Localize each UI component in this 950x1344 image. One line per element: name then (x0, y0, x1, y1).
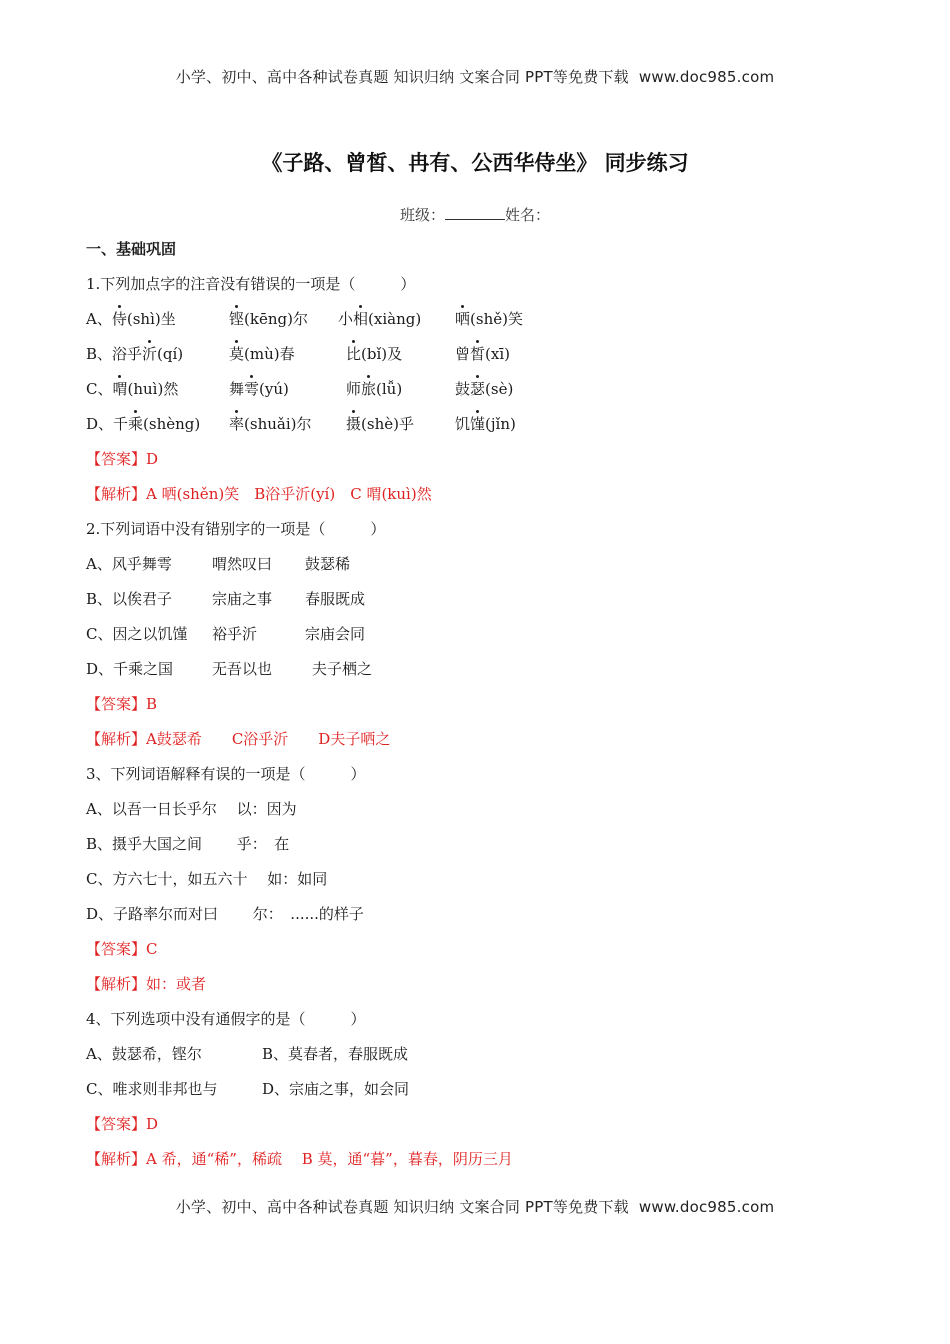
page-title: 《子路、曾皙、冉有、公西华侍坐》 同步练习 (261, 151, 689, 175)
q3-option-a: A、以吾一日长乎尔 以：因为 (86, 800, 297, 818)
q1-stem: 1.下列加点字的注音没有错误的一项是（ ） (86, 275, 416, 293)
class-blank (445, 205, 505, 220)
q1-option-b: B、浴乎沂(qí) 莫(mù)春 比(bǐ)及 曾皙(xī) (86, 345, 510, 363)
q1-option-a: A、侍(shì)坐 铿(kēng)尔 小相(xiàng) 哂(shě)笑 (86, 310, 523, 328)
q2-stem: 2.下列词语中没有错别字的一项是（ ） (86, 520, 386, 538)
q4-option-b: B、莫春者，春服既成 (262, 1045, 409, 1063)
q2-option-d: D、千乘之国 无吾以也 夫子栖之 (86, 660, 373, 678)
q3-stem: 3、下列词语解释有误的一项是（ ） (86, 765, 366, 783)
footer-text: 小学、初中、高中各种试卷真题 知识归纳 文案合同 PPT等免费下载 (175, 1198, 629, 1216)
q2-analysis: 【解析】A鼓瑟希 C浴乎沂 D夫子哂之 (86, 730, 391, 748)
q4-option-ab (86, 1045, 866, 1080)
name-label: 姓名： (505, 206, 551, 224)
header-site-link[interactable]: www.doc985.com (638, 68, 775, 86)
exercise-content (86, 240, 866, 1185)
q4-option-d: D、宗庙之事，如会同 (262, 1080, 410, 1098)
q4-option-c: C、唯求则非邦也与 (86, 1080, 218, 1098)
q4-analysis: 【解析】A 希，通“稀”，稀疏 B 莫，通“暮”，暮春，阴历三月 (86, 1150, 513, 1168)
section-title: 一、基础巩固 (86, 240, 177, 258)
q2-option-a: A、风乎舞雩 喟然叹曰 鼓瑟稀 (86, 555, 351, 573)
header-banner (0, 66, 950, 87)
q3-option-c: C、方六七十，如五六十 如：如同 (86, 870, 328, 888)
footer-banner (0, 1196, 950, 1217)
class-label: 班级： (399, 206, 445, 224)
q3-analysis: 【解析】如：或者 (86, 975, 207, 993)
q3-answer: 【答案】C (86, 940, 158, 958)
q4-option-cd (86, 1080, 866, 1115)
class-name-line (0, 204, 950, 225)
q4-answer: 【答案】D (86, 1115, 159, 1133)
q2-answer: 【答案】B (86, 695, 158, 713)
q1-option-d: D、千乘(shèng) 率(shuǎi)尔 摄(shè)乎 饥馑(jǐn) (86, 415, 516, 433)
q1-analysis: 【解析】A 哂(shěn)笑 B浴乎沂(yí) C 喟(kuì)然 (86, 485, 432, 503)
q3-option-b: B、摄乎大国之间 乎： 在 (86, 835, 290, 853)
q1-answer: 【答案】D (86, 450, 159, 468)
q2-option-b: B、以俟君子 宗庙之事 春服既成 (86, 590, 366, 608)
q4-stem: 4、下列选项中没有通假字的是（ ） (86, 1010, 366, 1028)
header-text: 小学、初中、高中各种试卷真题 知识归纳 文案合同 PPT等免费下载 (175, 68, 629, 86)
q3-option-d: D、子路率尔而对曰 尔： ......的样子 (86, 905, 364, 923)
q2-option-c: C、因之以饥馑 裕乎沂 宗庙会同 (86, 625, 366, 643)
footer-site-link[interactable]: www.doc985.com (638, 1198, 775, 1216)
q1-option-c: C、喟(huì)然 舞雩(yú) 师旅(lǚ) 鼓瑟(sè) (86, 380, 514, 398)
q4-option-a: A、鼓瑟希，铿尔 (86, 1045, 202, 1063)
